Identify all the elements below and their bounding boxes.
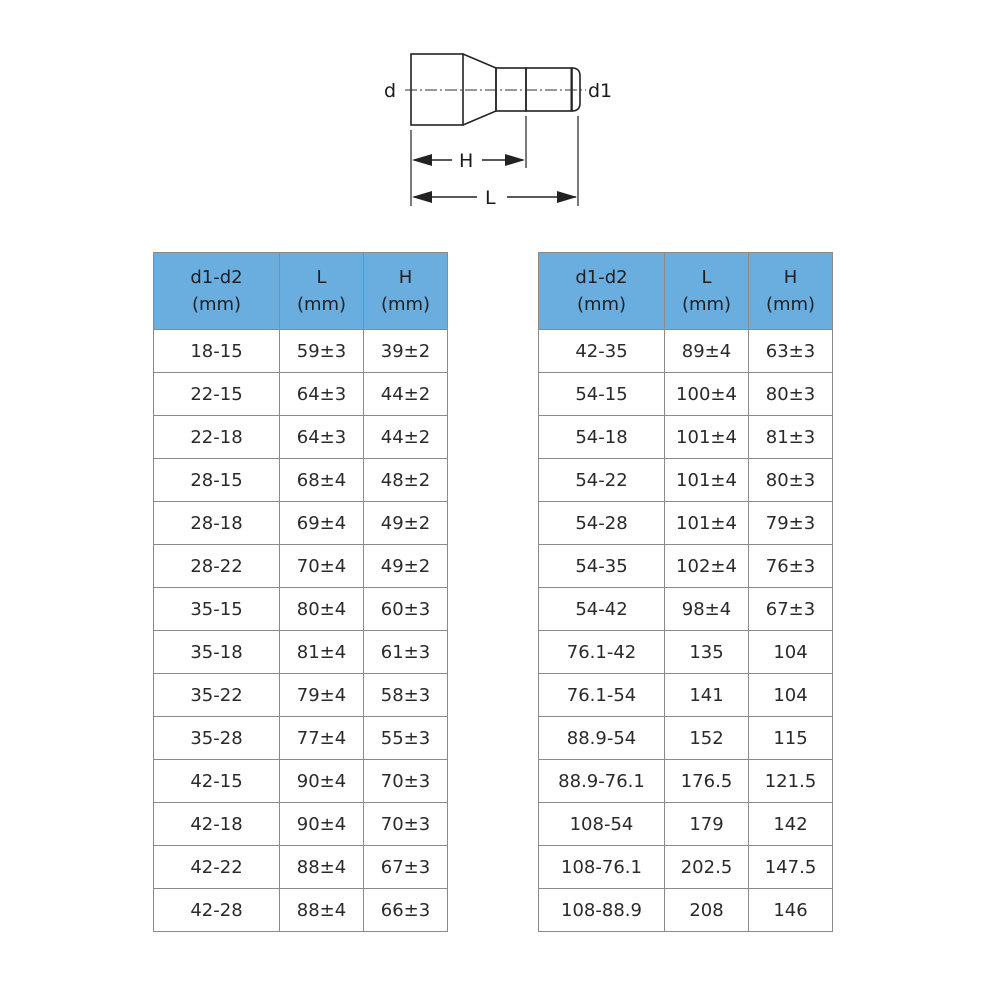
header-text: d1-d2 bbox=[190, 267, 243, 288]
cell-l: 88±4 bbox=[280, 889, 364, 932]
cell-d1-d2: 76.1-42 bbox=[539, 631, 665, 674]
cell-h: 80±3 bbox=[749, 373, 833, 416]
table-row bbox=[539, 459, 833, 502]
cell-l: 208 bbox=[665, 889, 749, 932]
header-d1-d2 bbox=[154, 253, 280, 330]
header-text: L bbox=[316, 267, 327, 288]
cell-d1-d2: 88.9-76.1 bbox=[539, 760, 665, 803]
cell-h: 44±2 bbox=[364, 373, 448, 416]
cell-l: 81±4 bbox=[280, 631, 364, 674]
table-row bbox=[539, 545, 833, 588]
table-row bbox=[154, 373, 448, 416]
cell-d1-d2: 22-18 bbox=[154, 416, 280, 459]
cell-h: 70±3 bbox=[364, 803, 448, 846]
cell-l: 68±4 bbox=[280, 459, 364, 502]
cell-d1-d2: 28-22 bbox=[154, 545, 280, 588]
table-row bbox=[154, 545, 448, 588]
reducer-fitting-diagram bbox=[0, 0, 1000, 240]
cell-d1-d2: 35-28 bbox=[154, 717, 280, 760]
header-text: H bbox=[783, 267, 798, 288]
table-row bbox=[539, 330, 833, 373]
cell-l: 100±4 bbox=[665, 373, 749, 416]
cell-h: 121.5 bbox=[749, 760, 833, 803]
table-row bbox=[154, 846, 448, 889]
cell-l: 135 bbox=[665, 631, 749, 674]
table-row bbox=[539, 674, 833, 717]
cell-h: 39±2 bbox=[364, 330, 448, 373]
cell-l: 152 bbox=[665, 717, 749, 760]
cell-d1-d2: 108-54 bbox=[539, 803, 665, 846]
cell-l: 176.5 bbox=[665, 760, 749, 803]
cell-d1-d2: 54-22 bbox=[539, 459, 665, 502]
table-row bbox=[539, 373, 833, 416]
table-row bbox=[539, 631, 833, 674]
cell-h: 142 bbox=[749, 803, 833, 846]
cell-d1-d2: 35-18 bbox=[154, 631, 280, 674]
header-text: H bbox=[398, 267, 413, 288]
table-row bbox=[154, 588, 448, 631]
table-row bbox=[539, 502, 833, 545]
cell-d1-d2: 108-76.1 bbox=[539, 846, 665, 889]
header-l bbox=[280, 253, 364, 330]
cell-h: 76±3 bbox=[749, 545, 833, 588]
table-row bbox=[154, 416, 448, 459]
cell-d1-d2: 28-15 bbox=[154, 459, 280, 502]
cell-h: 70±3 bbox=[364, 760, 448, 803]
header-l bbox=[665, 253, 749, 330]
table-row bbox=[539, 717, 833, 760]
cell-l: 102±4 bbox=[665, 545, 749, 588]
table-row bbox=[154, 330, 448, 373]
table-row bbox=[539, 760, 833, 803]
cell-h: 49±2 bbox=[364, 545, 448, 588]
header-text: d1-d2 bbox=[575, 267, 628, 288]
cell-d1-d2: 35-15 bbox=[154, 588, 280, 631]
table-row bbox=[154, 459, 448, 502]
cell-h: 79±3 bbox=[749, 502, 833, 545]
header-unit: (mm) bbox=[576, 294, 627, 315]
cell-d1-d2: 54-35 bbox=[539, 545, 665, 588]
header-row bbox=[154, 253, 448, 330]
table-row bbox=[154, 631, 448, 674]
cell-d1-d2: 108-88.9 bbox=[539, 889, 665, 932]
cell-d1-d2: 54-18 bbox=[539, 416, 665, 459]
cell-d1-d2: 42-28 bbox=[154, 889, 280, 932]
label-d: d bbox=[384, 80, 397, 102]
header-h bbox=[364, 253, 448, 330]
cell-h: 67±3 bbox=[749, 588, 833, 631]
table-row bbox=[154, 674, 448, 717]
label-l: L bbox=[485, 187, 496, 209]
cell-h: 147.5 bbox=[749, 846, 833, 889]
cell-h: 48±2 bbox=[364, 459, 448, 502]
cell-h: 58±3 bbox=[364, 674, 448, 717]
cell-h: 67±3 bbox=[364, 846, 448, 889]
cell-l: 90±4 bbox=[280, 760, 364, 803]
cell-l: 141 bbox=[665, 674, 749, 717]
cell-l: 101±4 bbox=[665, 502, 749, 545]
cell-h: 60±3 bbox=[364, 588, 448, 631]
cell-h: 55±3 bbox=[364, 717, 448, 760]
header-unit: (mm) bbox=[765, 294, 816, 315]
table-row bbox=[154, 502, 448, 545]
table-row bbox=[539, 846, 833, 889]
table-row bbox=[539, 889, 833, 932]
cell-d1-d2: 22-15 bbox=[154, 373, 280, 416]
header-d1-d2 bbox=[539, 253, 665, 330]
cell-h: 115 bbox=[749, 717, 833, 760]
cell-l: 64±3 bbox=[280, 416, 364, 459]
cell-d1-d2: 42-18 bbox=[154, 803, 280, 846]
cell-l: 77±4 bbox=[280, 717, 364, 760]
table-row bbox=[154, 717, 448, 760]
spec-table-left bbox=[153, 252, 448, 932]
cell-l: 64±3 bbox=[280, 373, 364, 416]
cell-l: 202.5 bbox=[665, 846, 749, 889]
cell-d1-d2: 42-35 bbox=[539, 330, 665, 373]
cell-d1-d2: 18-15 bbox=[154, 330, 280, 373]
cell-l: 101±4 bbox=[665, 459, 749, 502]
cell-l: 88±4 bbox=[280, 846, 364, 889]
cell-d1-d2: 42-22 bbox=[154, 846, 280, 889]
cell-l: 69±4 bbox=[280, 502, 364, 545]
cell-h: 66±3 bbox=[364, 889, 448, 932]
table-row bbox=[154, 889, 448, 932]
cell-d1-d2: 28-18 bbox=[154, 502, 280, 545]
table-row bbox=[539, 803, 833, 846]
cell-l: 80±4 bbox=[280, 588, 364, 631]
header-row bbox=[539, 253, 833, 330]
cell-h: 104 bbox=[749, 631, 833, 674]
cell-h: 80±3 bbox=[749, 459, 833, 502]
cell-d1-d2: 35-22 bbox=[154, 674, 280, 717]
cell-l: 89±4 bbox=[665, 330, 749, 373]
cell-d1-d2: 54-15 bbox=[539, 373, 665, 416]
table-row bbox=[154, 803, 448, 846]
cell-l: 79±4 bbox=[280, 674, 364, 717]
cell-l: 98±4 bbox=[665, 588, 749, 631]
cell-l: 101±4 bbox=[665, 416, 749, 459]
cell-d1-d2: 54-42 bbox=[539, 588, 665, 631]
cell-l: 59±3 bbox=[280, 330, 364, 373]
cell-h: 104 bbox=[749, 674, 833, 717]
table-row bbox=[539, 416, 833, 459]
spec-table-right bbox=[538, 252, 833, 932]
cell-d1-d2: 76.1-54 bbox=[539, 674, 665, 717]
cell-d1-d2: 42-15 bbox=[154, 760, 280, 803]
table-row bbox=[154, 760, 448, 803]
cell-h: 44±2 bbox=[364, 416, 448, 459]
cell-h: 61±3 bbox=[364, 631, 448, 674]
cell-d1-d2: 88.9-54 bbox=[539, 717, 665, 760]
table-row bbox=[539, 588, 833, 631]
cell-h: 146 bbox=[749, 889, 833, 932]
cell-d1-d2: 54-28 bbox=[539, 502, 665, 545]
label-d1: d1 bbox=[588, 80, 613, 102]
cell-l: 90±4 bbox=[280, 803, 364, 846]
header-h bbox=[749, 253, 833, 330]
cell-l: 179 bbox=[665, 803, 749, 846]
cell-h: 49±2 bbox=[364, 502, 448, 545]
cell-l: 70±4 bbox=[280, 545, 364, 588]
cell-h: 63±3 bbox=[749, 330, 833, 373]
header-unit: (mm) bbox=[380, 294, 431, 315]
header-unit: (mm) bbox=[191, 294, 242, 315]
label-h: H bbox=[459, 150, 474, 172]
header-unit: (mm) bbox=[296, 294, 347, 315]
cell-h: 81±3 bbox=[749, 416, 833, 459]
header-unit: (mm) bbox=[681, 294, 732, 315]
header-text: L bbox=[701, 267, 712, 288]
